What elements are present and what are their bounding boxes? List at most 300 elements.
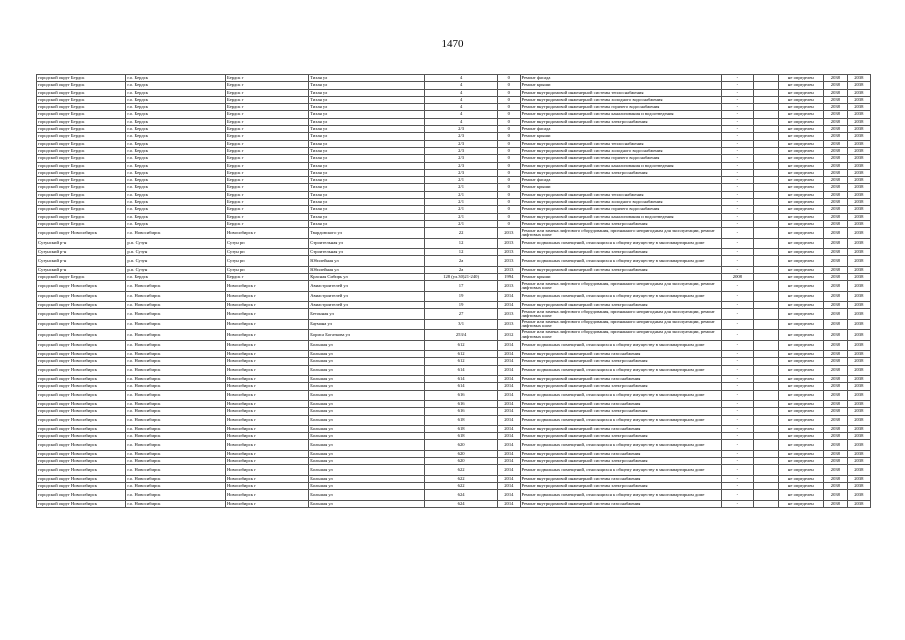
cell-house-number: 128 (ул.30)21-240) — [425, 274, 498, 281]
cell-municipal-district: городской округ Новосибирск — [37, 490, 126, 500]
cell-plan-year-end: 2038 — [847, 358, 870, 365]
cell-settlement: г.о. Новосибирск — [126, 440, 226, 450]
cell-work-type: Ремонт внутридомовой инженерной системы канализования и водоотведения — [520, 162, 721, 169]
cell-commissioning-year: 2013 — [498, 319, 520, 329]
cell-municipal-district: городской округ Новосибирск — [37, 440, 126, 450]
cell-settlement: г.о. Новосибирск — [126, 365, 226, 375]
cell-last-repair-year: 2008 — [721, 274, 754, 281]
cell-locality: Бердск г — [225, 118, 308, 125]
cell-street: Юбилейная ул — [309, 256, 425, 266]
cell-cost: не определен — [778, 249, 824, 256]
cell-street: Большая ул — [309, 433, 425, 440]
cell-plan-year-start: 2038 — [824, 75, 847, 82]
cell-street: Большая ул — [309, 475, 425, 482]
cell-work-type: Ремонт подвальных помещений, относящихся к общему имуществу в многоквартирном доме — [520, 365, 721, 375]
cell-commissioning-year: 2013 — [498, 256, 520, 266]
cell-municipal-district: городской округ Бердск — [37, 133, 126, 140]
cell-house-number: 4 — [425, 111, 498, 118]
cell-empty — [754, 169, 778, 176]
table-row — [37, 475, 871, 482]
cell-plan-year-start: 2038 — [824, 475, 847, 482]
cell-empty — [754, 118, 778, 125]
cell-plan-year-start: 2038 — [824, 199, 847, 206]
cell-municipal-district: городской округ Новосибирск — [37, 458, 126, 465]
cell-house-number: 17 — [425, 281, 498, 291]
cell-municipal-district: городской округ Бердск — [37, 169, 126, 176]
cell-settlement: г.о. Новосибирск — [126, 408, 226, 415]
cell-house-number: 19 — [425, 302, 498, 309]
cell-house-number: 4 — [425, 75, 498, 82]
cell-plan-year-end: 2038 — [847, 490, 870, 500]
cell-municipal-district: городской округ Новосибирск — [37, 319, 126, 329]
cell-municipal-district: городской округ Новосибирск — [37, 433, 126, 440]
cell-municipal-district: городской округ Новосибирск — [37, 291, 126, 301]
cell-locality: Новосибирск г — [225, 330, 308, 340]
cell-locality: Новосибирск г — [225, 415, 308, 425]
cell-empty — [754, 390, 778, 400]
cell-empty — [754, 184, 778, 191]
cell-plan-year-start: 2038 — [824, 206, 847, 213]
cell-locality: Бердск г — [225, 220, 308, 227]
cell-plan-year-end: 2038 — [847, 475, 870, 482]
table-row — [37, 184, 871, 191]
cell-commissioning-year: 2014 — [498, 390, 520, 400]
cell-cost: не определен — [778, 425, 824, 432]
cell-empty — [754, 340, 778, 350]
cell-street: Большая ул — [309, 375, 425, 382]
cell-last-repair-year: - — [721, 155, 754, 162]
cell-last-repair-year: - — [721, 206, 754, 213]
cell-empty — [754, 75, 778, 82]
cell-locality: Новосибирск г — [225, 390, 308, 400]
cell-settlement: г.о. Бердск — [126, 140, 226, 147]
cell-commissioning-year: 0 — [498, 177, 520, 184]
page-number: 1470 — [441, 38, 464, 50]
cell-settlement: г.о. Новосибирск — [126, 433, 226, 440]
cell-street: Тихая ул — [309, 191, 425, 198]
cell-street: Большая ул — [309, 400, 425, 407]
cell-empty — [754, 249, 778, 256]
cell-house-number: 616 — [425, 400, 498, 407]
cell-empty — [754, 450, 778, 457]
cell-municipal-district: городской округ Бердск — [37, 213, 126, 220]
cell-cost: не определен — [778, 111, 824, 118]
cell-plan-year-start: 2038 — [824, 184, 847, 191]
cell-empty — [754, 199, 778, 206]
cell-plan-year-end: 2038 — [847, 400, 870, 407]
cell-street: Тихая ул — [309, 155, 425, 162]
cell-settlement: г.о. Бердск — [126, 199, 226, 206]
cell-plan-year-start: 2038 — [824, 433, 847, 440]
cell-locality: Бердск г — [225, 104, 308, 111]
cell-plan-year-start: 2038 — [824, 490, 847, 500]
cell-locality: Новосибирск г — [225, 465, 308, 475]
table-row — [37, 220, 871, 227]
cell-empty — [754, 465, 778, 475]
cell-commissioning-year: 0 — [498, 118, 520, 125]
cell-empty — [754, 133, 778, 140]
cell-commissioning-year: 0 — [498, 213, 520, 220]
cell-settlement: р.п. Сузун — [126, 249, 226, 256]
cell-locality: Бердск г — [225, 133, 308, 140]
cell-work-type: Ремонт внутридомовой инженерной системы электроснабжения — [520, 458, 721, 465]
cell-settlement: г.о. Бердск — [126, 177, 226, 184]
cell-plan-year-end: 2038 — [847, 133, 870, 140]
cell-work-type: Ремонт внутридомовой инженерной системы холодного водоснабжения — [520, 199, 721, 206]
cell-empty — [754, 147, 778, 154]
cell-municipal-district: городской округ Бердск — [37, 177, 126, 184]
cell-settlement: г.о. Бердск — [126, 162, 226, 169]
cell-locality: Бердск г — [225, 147, 308, 154]
cell-street: Большая ул — [309, 440, 425, 450]
cell-commissioning-year: 0 — [498, 169, 520, 176]
cell-commissioning-year: 0 — [498, 206, 520, 213]
cell-work-type: Ремонт внутридомовой инженерной системы холодного водоснабжения — [520, 147, 721, 154]
cell-empty — [754, 140, 778, 147]
table-row — [37, 75, 871, 82]
cell-work-type: Ремонт крыши — [520, 184, 721, 191]
cell-work-type: Ремонт подвальных помещений, относящихся к общему имуществу в многоквартирном доме — [520, 465, 721, 475]
cell-street: Тихая ул — [309, 184, 425, 191]
cell-settlement: г.о. Новосибирск — [126, 390, 226, 400]
cell-commissioning-year: 0 — [498, 96, 520, 103]
cell-plan-year-end: 2038 — [847, 274, 870, 281]
cell-plan-year-start: 2038 — [824, 162, 847, 169]
cell-cost: не определен — [778, 440, 824, 450]
cell-commissioning-year: 2014 — [498, 340, 520, 350]
cell-cost: не определен — [778, 140, 824, 147]
cell-locality: Бердск г — [225, 111, 308, 118]
cell-last-repair-year: - — [721, 266, 754, 273]
cell-empty — [754, 440, 778, 450]
cell-commissioning-year: 0 — [498, 75, 520, 82]
cell-house-number: 612 — [425, 350, 498, 357]
cell-municipal-district: городской округ Новосибирск — [37, 475, 126, 482]
cell-empty — [754, 291, 778, 301]
cell-last-repair-year: - — [721, 199, 754, 206]
table-row — [37, 340, 871, 350]
cell-cost: не определен — [778, 450, 824, 457]
repair-schedule-table-container — [36, 74, 871, 508]
cell-cost: не определен — [778, 228, 824, 238]
cell-municipal-district: городской округ Бердск — [37, 140, 126, 147]
table-row — [37, 309, 871, 319]
cell-work-type: Ремонт подвальных помещений, относящихся к общему имуществу в многоквартирном доме — [520, 415, 721, 425]
cell-settlement: г.о. Новосибирск — [126, 500, 226, 507]
cell-plan-year-end: 2038 — [847, 465, 870, 475]
cell-commissioning-year: 2014 — [498, 450, 520, 457]
cell-work-type: Ремонт подвальных помещений, относящихся к общему имуществу в многоквартирном доме — [520, 390, 721, 400]
cell-municipal-district: городской округ Новосибирск — [37, 281, 126, 291]
cell-house-number: 616 — [425, 408, 498, 415]
cell-municipal-district: Сузунский р-н — [37, 238, 126, 248]
cell-last-repair-year: - — [721, 440, 754, 450]
cell-settlement: г.о. Бердск — [126, 191, 226, 198]
cell-cost: не определен — [778, 415, 824, 425]
cell-house-number: 12 — [425, 238, 498, 248]
cell-last-repair-year: - — [721, 162, 754, 169]
cell-settlement: р.п. Сузун — [126, 266, 226, 273]
cell-house-number: 2/3 — [425, 169, 498, 176]
table-row — [37, 433, 871, 440]
cell-plan-year-start: 2038 — [824, 213, 847, 220]
cell-plan-year-end: 2038 — [847, 104, 870, 111]
cell-empty — [754, 433, 778, 440]
cell-empty — [754, 383, 778, 390]
cell-street: Тихая ул — [309, 220, 425, 227]
cell-work-type: Ремонт подвальных помещений, относящихся к общему имуществу в многоквартирном доме — [520, 340, 721, 350]
cell-plan-year-end: 2038 — [847, 206, 870, 213]
cell-commissioning-year: 0 — [498, 184, 520, 191]
cell-settlement: г.о. Бердск — [126, 184, 226, 191]
cell-house-number: 618 — [425, 415, 498, 425]
cell-municipal-district: городской округ Новосибирск — [37, 365, 126, 375]
cell-municipal-district: городской округ Новосибирск — [37, 350, 126, 357]
cell-last-repair-year: - — [721, 184, 754, 191]
table-row — [37, 291, 871, 301]
cell-municipal-district: городской округ Бердск — [37, 126, 126, 133]
cell-municipal-district: городской округ Новосибирск — [37, 500, 126, 507]
cell-settlement: г.о. Новосибирск — [126, 291, 226, 301]
cell-plan-year-end: 2038 — [847, 425, 870, 432]
cell-empty — [754, 191, 778, 198]
cell-last-repair-year: - — [721, 213, 754, 220]
cell-locality: Новосибирск г — [225, 408, 308, 415]
cell-municipal-district: городской округ Новосибирск — [37, 400, 126, 407]
cell-municipal-district: городской округ Новосибирск — [37, 375, 126, 382]
cell-commissioning-year: 2013 — [498, 309, 520, 319]
cell-plan-year-start: 2038 — [824, 266, 847, 273]
cell-commissioning-year: 2014 — [498, 383, 520, 390]
table-row — [37, 274, 871, 281]
cell-last-repair-year: - — [721, 82, 754, 89]
cell-cost: не определен — [778, 383, 824, 390]
cell-last-repair-year: - — [721, 458, 754, 465]
cell-plan-year-start: 2038 — [824, 274, 847, 281]
cell-last-repair-year: - — [721, 191, 754, 198]
cell-municipal-district: городской округ Бердск — [37, 118, 126, 125]
cell-cost: не определен — [778, 199, 824, 206]
cell-plan-year-start: 2038 — [824, 365, 847, 375]
table-row — [37, 375, 871, 382]
cell-house-number: 253/4 — [425, 330, 498, 340]
cell-plan-year-start: 2038 — [824, 383, 847, 390]
cell-commissioning-year: 0 — [498, 111, 520, 118]
cell-municipal-district: городской округ Новосибирск — [37, 383, 126, 390]
cell-municipal-district: городской округ Новосибирск — [37, 450, 126, 457]
cell-plan-year-end: 2038 — [847, 458, 870, 465]
table-row — [37, 500, 871, 507]
cell-plan-year-start: 2038 — [824, 415, 847, 425]
table-row — [37, 266, 871, 273]
cell-plan-year-start: 2038 — [824, 465, 847, 475]
cell-commissioning-year: 0 — [498, 147, 520, 154]
cell-work-type: Ремонт внутридомовой инженерной системы газоснабжения — [520, 450, 721, 457]
cell-cost: не определен — [778, 358, 824, 365]
cell-plan-year-start: 2038 — [824, 126, 847, 133]
cell-work-type: Ремонт внутридомовой инженерной системы электроснабжения — [520, 302, 721, 309]
cell-street: Большая ул — [309, 450, 425, 457]
cell-locality: Новосибирск г — [225, 375, 308, 382]
cell-cost: не определен — [778, 147, 824, 154]
cell-settlement: г.о. Новосибирск — [126, 358, 226, 365]
cell-cost: не определен — [778, 458, 824, 465]
cell-commissioning-year: 2014 — [498, 408, 520, 415]
cell-work-type: Ремонт или замена лифтового оборудования, признанного непригодным для эксплуатации, ремонт лифтовых шахт — [520, 319, 721, 329]
cell-house-number: 22 — [425, 228, 498, 238]
cell-cost: не определен — [778, 291, 824, 301]
cell-empty — [754, 206, 778, 213]
cell-settlement: г.о. Новосибирск — [126, 415, 226, 425]
cell-empty — [754, 281, 778, 291]
table-row — [37, 281, 871, 291]
cell-plan-year-start: 2038 — [824, 228, 847, 238]
repair-schedule-table — [36, 74, 871, 508]
table-row — [37, 408, 871, 415]
cell-commissioning-year: 0 — [498, 191, 520, 198]
cell-house-number: 12 — [425, 249, 498, 256]
cell-commissioning-year: 2014 — [498, 375, 520, 382]
cell-cost: не определен — [778, 96, 824, 103]
cell-empty — [754, 89, 778, 96]
cell-municipal-district: городской округ Бердск — [37, 75, 126, 82]
cell-last-repair-year: - — [721, 256, 754, 266]
cell-plan-year-start: 2038 — [824, 220, 847, 227]
cell-plan-year-end: 2038 — [847, 330, 870, 340]
cell-locality: Новосибирск г — [225, 475, 308, 482]
cell-municipal-district: городской округ Новосибирск — [37, 465, 126, 475]
cell-last-repair-year: - — [721, 408, 754, 415]
table-row — [37, 213, 871, 220]
cell-commissioning-year: 0 — [498, 220, 520, 227]
cell-street: Большая ул — [309, 358, 425, 365]
cell-settlement: г.о. Новосибирск — [126, 319, 226, 329]
cell-locality: Новосибирск г — [225, 291, 308, 301]
table-row — [37, 450, 871, 457]
cell-work-type: Ремонт внутридомовой инженерной системы электроснабжения — [520, 266, 721, 273]
cell-street: Большая ул — [309, 408, 425, 415]
table-row — [37, 126, 871, 133]
cell-plan-year-end: 2038 — [847, 220, 870, 227]
cell-locality: Новосибирск г — [225, 458, 308, 465]
table-row — [37, 358, 871, 365]
cell-street: Тихая ул — [309, 140, 425, 147]
cell-plan-year-end: 2038 — [847, 309, 870, 319]
cell-municipal-district: городской округ Новосибирск — [37, 302, 126, 309]
cell-municipal-district: городской округ Бердск — [37, 89, 126, 96]
cell-empty — [754, 330, 778, 340]
table-body — [37, 75, 871, 508]
cell-municipal-district: городской округ Новосибирск — [37, 425, 126, 432]
cell-last-repair-year: - — [721, 340, 754, 350]
cell-street: Тихая ул — [309, 169, 425, 176]
cell-commissioning-year: 1994 — [498, 274, 520, 281]
table-row — [37, 147, 871, 154]
cell-locality: Новосибирск г — [225, 340, 308, 350]
cell-empty — [754, 375, 778, 382]
cell-commissioning-year: 0 — [498, 82, 520, 89]
cell-municipal-district: городской округ Бердск — [37, 82, 126, 89]
cell-plan-year-start: 2038 — [824, 191, 847, 198]
cell-plan-year-start: 2038 — [824, 133, 847, 140]
cell-plan-year-start: 2038 — [824, 483, 847, 490]
cell-street: Тихая ул — [309, 82, 425, 89]
cell-work-type: Ремонт внутридомовой инженерной системы электроснабжения — [520, 433, 721, 440]
cell-plan-year-start: 2038 — [824, 249, 847, 256]
cell-house-number: 2/3 — [425, 140, 498, 147]
cell-plan-year-end: 2038 — [847, 162, 870, 169]
cell-empty — [754, 302, 778, 309]
cell-municipal-district: городской округ Новосибирск — [37, 483, 126, 490]
cell-municipal-district: городской округ Новосибирск — [37, 390, 126, 400]
cell-last-repair-year: - — [721, 291, 754, 301]
cell-last-repair-year: - — [721, 126, 754, 133]
cell-cost: не определен — [778, 220, 824, 227]
cell-cost: не определен — [778, 408, 824, 415]
cell-empty — [754, 309, 778, 319]
cell-last-repair-year: - — [721, 383, 754, 390]
cell-municipal-district: городской округ Новосибирск — [37, 340, 126, 350]
cell-commissioning-year: 2014 — [498, 400, 520, 407]
cell-commissioning-year: 0 — [498, 199, 520, 206]
cell-street: Красная Сибирь ул — [309, 274, 425, 281]
cell-empty — [754, 96, 778, 103]
cell-house-number: 2/3 — [425, 162, 498, 169]
cell-locality: Бердск г — [225, 191, 308, 198]
table-row — [37, 365, 871, 375]
cell-street: Тихая ул — [309, 111, 425, 118]
cell-street: Большая ул — [309, 415, 425, 425]
table-row — [37, 400, 871, 407]
cell-street: Тихая ул — [309, 126, 425, 133]
cell-locality: Новосибирск г — [225, 400, 308, 407]
cell-work-type: Ремонт внутридомовой инженерной системы газоснабжения — [520, 400, 721, 407]
table-row — [37, 162, 871, 169]
cell-work-type: Ремонт крыши — [520, 274, 721, 281]
cell-last-repair-year: - — [721, 400, 754, 407]
cell-plan-year-start: 2038 — [824, 425, 847, 432]
cell-empty — [754, 483, 778, 490]
cell-last-repair-year: - — [721, 490, 754, 500]
cell-plan-year-start: 2038 — [824, 89, 847, 96]
cell-plan-year-start: 2038 — [824, 256, 847, 266]
cell-house-number: 3/1 — [425, 319, 498, 329]
cell-work-type: Ремонт подвальных помещений, относящихся к общему имуществу в многоквартирном доме — [520, 256, 721, 266]
cell-empty — [754, 266, 778, 273]
cell-locality: Сузун рп — [225, 249, 308, 256]
cell-settlement: г.о. Бердск — [126, 104, 226, 111]
cell-work-type: Ремонт фасада — [520, 75, 721, 82]
cell-locality: Новосибирск г — [225, 425, 308, 432]
cell-street: Большая ул — [309, 350, 425, 357]
cell-locality: Бердск г — [225, 184, 308, 191]
cell-house-number: 4 — [425, 89, 498, 96]
cell-locality: Новосибирск г — [225, 383, 308, 390]
cell-cost: не определен — [778, 266, 824, 273]
cell-plan-year-start: 2038 — [824, 450, 847, 457]
cell-cost: не определен — [778, 177, 824, 184]
cell-work-type: Ремонт подвальных помещений, относящихся к общему имуществу в многоквартирном доме — [520, 238, 721, 248]
cell-settlement: г.о. Бердск — [126, 118, 226, 125]
table-row — [37, 330, 871, 340]
table-row — [37, 89, 871, 96]
cell-street: Большая ул — [309, 365, 425, 375]
cell-plan-year-start: 2038 — [824, 177, 847, 184]
cell-street: Бетонная ул — [309, 309, 425, 319]
cell-last-repair-year: - — [721, 177, 754, 184]
cell-municipal-district: городской округ Новосибирск — [37, 408, 126, 415]
cell-plan-year-start: 2038 — [824, 350, 847, 357]
